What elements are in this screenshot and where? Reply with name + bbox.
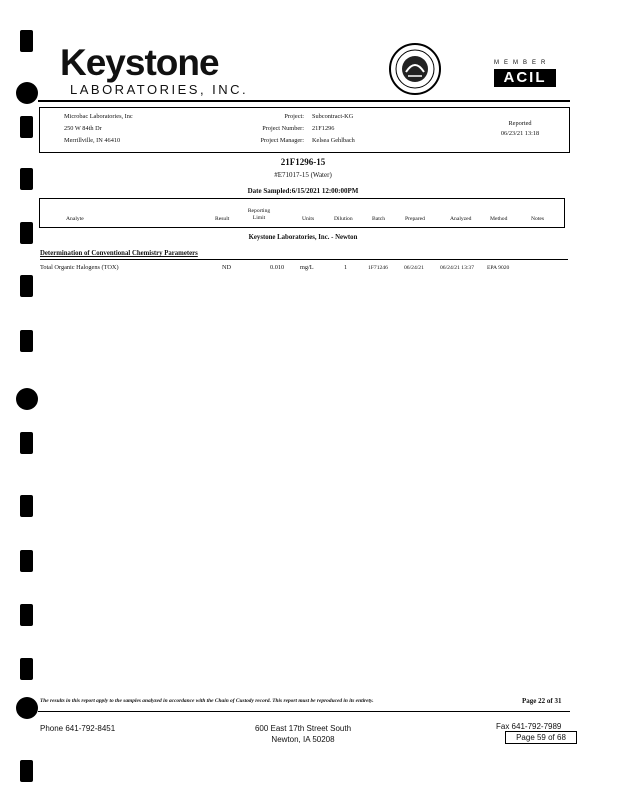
- col-analyte: Analyte: [66, 216, 84, 222]
- row-method: EPA 9020: [487, 265, 510, 271]
- sample-id: 21F1296-15: [280, 157, 326, 167]
- col-reporting-limit: Reporting Limit: [247, 208, 271, 221]
- client-name: Microbac Laboratories, Inc: [64, 113, 133, 120]
- sample-sub-id: #E71017-15 (Water): [274, 171, 332, 179]
- date-sampled: Date Sampled:6/15/2021 12:00:00PM: [247, 187, 359, 195]
- footer-address-line2: Newton, IA 50208: [271, 735, 335, 744]
- col-analyzed: Analyzed: [450, 216, 472, 222]
- project-number-value: 21F1296: [312, 125, 335, 132]
- reported-date: 06/23/21 13:18: [500, 130, 540, 137]
- col-result: Result: [215, 216, 230, 222]
- section-rule: [40, 259, 568, 260]
- footer-address-line1: 600 East 17th Street South: [254, 724, 352, 733]
- col-method: Method: [490, 216, 508, 222]
- footer-disclaimer: The results in this report apply to the samples analyzed in accordance with the Chain of Custody record. This report must be reproduced in its entirety.: [40, 698, 374, 704]
- table-header-box: [39, 198, 565, 228]
- row-batch: 1F71246: [368, 265, 388, 271]
- row-prepared: 06/24/21: [404, 265, 424, 271]
- acil-badge: ACIL: [494, 69, 556, 87]
- lab-name: Keystone Laboratories, Inc. - Newton: [248, 234, 358, 241]
- client-address: 250 W 84th Dr: [64, 125, 102, 132]
- company-logo-subtitle: LABORATORIES, INC.: [70, 82, 249, 97]
- col-units: Units: [302, 216, 315, 222]
- project-value: Subcontract-KG: [312, 113, 354, 120]
- col-prepared: Prepared: [405, 216, 425, 222]
- footer-rule: [38, 711, 570, 712]
- project-number-label: Project Number:: [262, 125, 304, 132]
- row-analyte: Total Organic Halogens (TOX): [40, 264, 119, 271]
- client-city: Merrillville, IN 46410: [64, 137, 121, 144]
- row-reporting-limit: 0.010: [270, 264, 285, 271]
- reported-label: Reported: [508, 120, 532, 127]
- member-label: MEMBER: [494, 60, 551, 66]
- accreditation-seal-icon: [388, 42, 442, 101]
- header-rule: [38, 100, 570, 102]
- footer-fax: Fax 641-792-7989: [496, 722, 562, 731]
- page-number-inner: Page 22 of 31: [522, 697, 562, 705]
- section-title: Determination of Conventional Chemistry Parameters: [40, 250, 198, 257]
- row-dilution: 1: [344, 264, 348, 271]
- company-logo: Keystone: [60, 42, 219, 83]
- row-analyzed: 06/24/21 13:37: [440, 265, 475, 271]
- footer-phone: Phone 641-792-8451: [40, 724, 116, 733]
- row-units: mg/L: [300, 264, 314, 271]
- project-label: Project:: [284, 113, 304, 120]
- project-manager-value: Kelsea Gehlbach: [312, 137, 355, 144]
- col-batch: Batch: [372, 216, 386, 222]
- project-manager-label: Project Manager:: [260, 137, 304, 144]
- col-notes: Notes: [531, 216, 545, 222]
- col-dilution: Dilution: [334, 216, 353, 222]
- page-number-outer: Page 59 of 68: [505, 731, 577, 744]
- row-result: ND: [222, 264, 232, 271]
